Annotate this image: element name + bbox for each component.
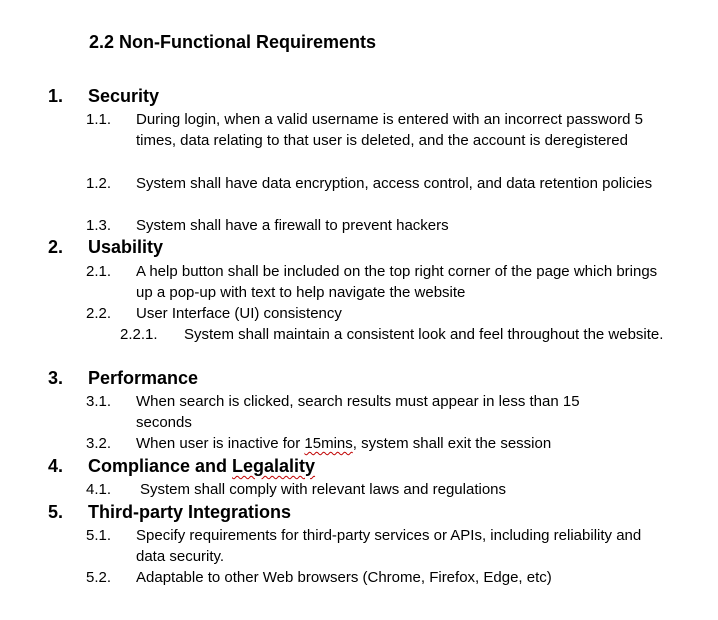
section-title-usability: Usability <box>88 237 164 257</box>
requirement-text: During login, when a valid username is entered with an incorrect password 5 times, data relating to that user is deleted, and the account is deregistered <box>136 111 643 149</box>
requirement-text: System shall have data encryption, access control, and data retention policies <box>136 175 653 192</box>
page-title: 2.2 Non-Functional Requirements <box>89 32 377 52</box>
item-number: 3.2. <box>86 435 112 452</box>
item-number: 2.2.1. <box>120 326 158 343</box>
requirement-text: Specify requirements for third-party services or APIs, including reliability and data security. <box>136 527 642 565</box>
item-number: 2.1. <box>86 263 112 280</box>
item-number: 5.1. <box>86 527 112 544</box>
item-number: 4.1. <box>86 481 112 498</box>
item-number: 5.2. <box>86 569 112 586</box>
section-title-integrations: Third-party Integrations <box>88 502 292 522</box>
text-segment: , system shall exit the session <box>352 435 552 452</box>
requirement-text: System shall maintain a consistent look and feel throughout the website. <box>184 326 664 343</box>
item-number: 1.2. <box>86 175 112 192</box>
requirement-text: Adaptable to other Web browsers (Chrome, Firefox, Edge, etc) <box>136 569 552 586</box>
section-number: 3. <box>48 368 64 388</box>
spellcheck-flagged-word: 15mins <box>304 435 353 452</box>
spellcheck-flagged-word: Legalality <box>232 456 316 476</box>
section-number: 5. <box>48 502 64 522</box>
requirement-text: User Interface (UI) consistency <box>136 305 342 322</box>
requirement-text: When search is clicked, search results must appear in less than 15 seconds <box>136 393 580 431</box>
item-number: 1.3. <box>86 217 112 234</box>
section-number: 2. <box>48 237 64 257</box>
requirement-text <box>136 433 676 454</box>
item-number: 2.2. <box>86 305 112 322</box>
section-title-security: Security <box>88 86 160 106</box>
requirement-text: A help button shall be included on the top right corner of the page which brings up a pop-up with text to help navigate the website <box>136 263 658 301</box>
text-segment: Compliance and <box>88 456 233 476</box>
section-title-performance: Performance <box>88 368 199 388</box>
section-title-compliance <box>88 456 315 477</box>
requirement-text: System shall comply with relevant laws and regulations <box>140 481 506 498</box>
item-number: 1.1. <box>86 111 112 128</box>
section-number: 1. <box>48 86 64 106</box>
section-number: 4. <box>48 456 64 476</box>
requirement-text: System shall have a firewall to prevent hackers <box>136 217 449 234</box>
item-number: 3.1. <box>86 393 112 410</box>
text-segment: When user is inactive for <box>136 435 305 452</box>
